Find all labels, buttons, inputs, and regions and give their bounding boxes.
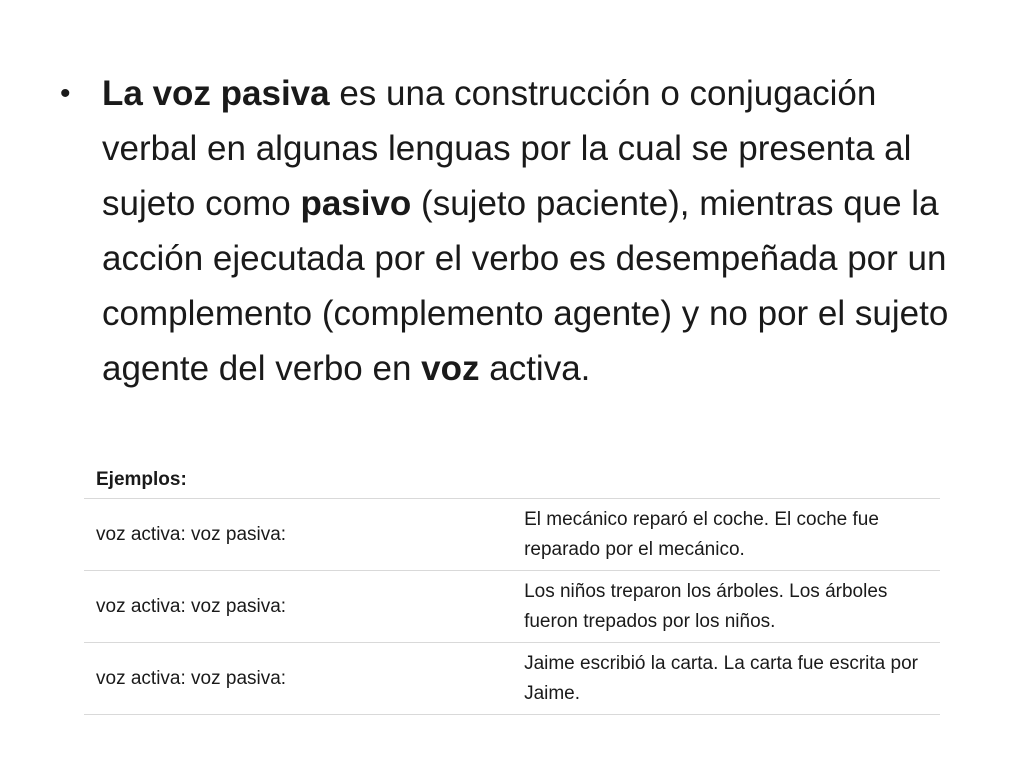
definition-bullet [60, 66, 980, 396]
example-sentences: Jaime escribió la carta. La carta fue escrita por Jaime. [512, 643, 940, 715]
term-voz-pasiva: La voz pasiva [102, 74, 330, 113]
examples-header-empty [512, 462, 940, 499]
table-row [84, 643, 940, 715]
term-pasivo: pasivo [300, 184, 412, 223]
table-row [84, 499, 940, 571]
example-sentences: Los niños treparon los árboles. Los árboles fueron trepados por los niños. [512, 571, 940, 643]
voice-labels: voz activa: voz pasiva: [84, 643, 512, 715]
examples-header-row [84, 462, 940, 499]
definition-part-1: es una construcción o conjugación verbal en algunas lenguas por la cual se presenta al sujeto como [102, 74, 912, 223]
examples-header: Ejemplos: [84, 462, 512, 499]
definition-text [102, 66, 980, 396]
definition-part-2: (sujeto paciente), mientras que la acción ejecutada por el verbo es desempeñada por un complemento (complemento agente) y no por el sujeto agente del verbo en [102, 184, 949, 388]
examples-table [84, 462, 940, 715]
voice-labels: voz activa: voz pasiva: [84, 499, 512, 571]
bullet-marker: • [60, 77, 71, 110]
table-row [84, 571, 940, 643]
definition-part-3: activa. [479, 349, 591, 388]
example-sentences: El mecánico reparó el coche. El coche fue reparado por el mecánico. [512, 499, 940, 571]
voice-labels: voz activa: voz pasiva: [84, 571, 512, 643]
term-voz: voz [421, 349, 480, 388]
